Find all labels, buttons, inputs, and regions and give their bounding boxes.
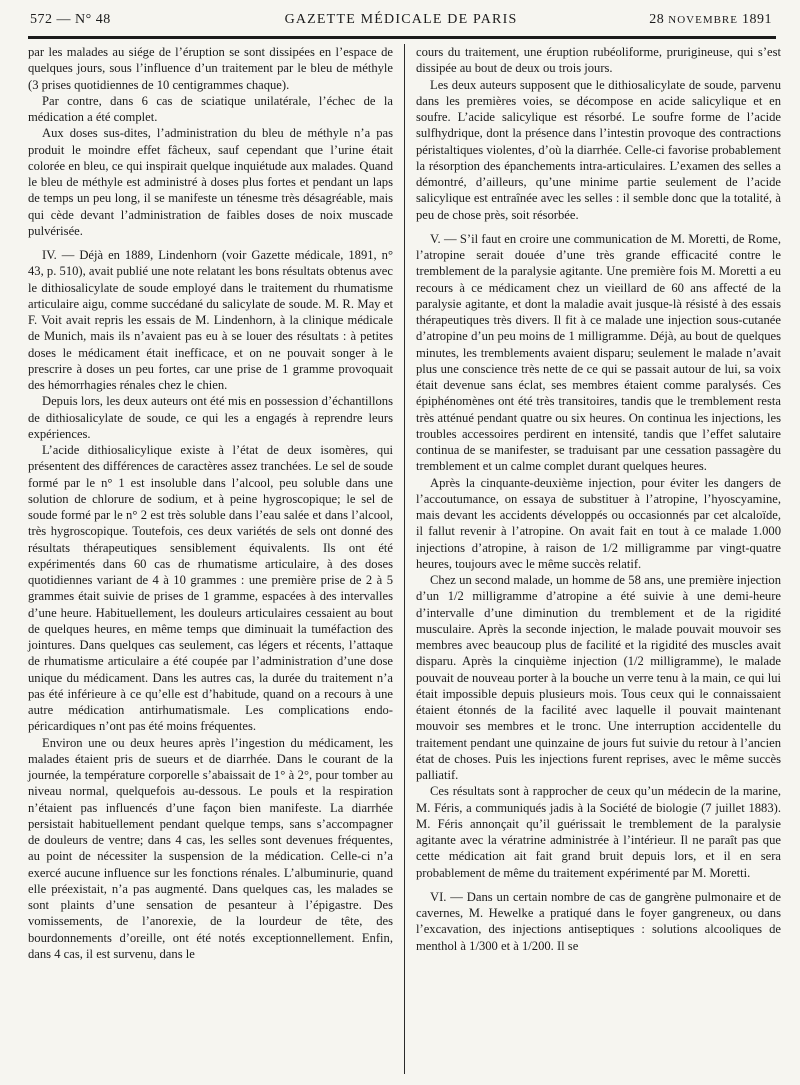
issue-number: — N° 48	[56, 12, 111, 27]
date-month: NOVEMBRE	[668, 14, 738, 26]
column-divider	[404, 44, 405, 1074]
date-day: 28	[649, 12, 665, 27]
date-year: 1891	[742, 12, 772, 27]
left-column	[28, 44, 393, 962]
issue-date	[649, 12, 772, 28]
paragraph: Après la cinquante-deuxième injection, pour éviter les dangers de l’accoutumance, on essaya de substituer à l’atropine, l’hyoscyamine, mais devant les accidents développés ou occasionnés par cet alcaloïde, il fallut revenir à l’atropine. On avait fait en tout à ce malade 1.000 injections d’atropine, à raison de 1/2 milligramme par vingt-quatre heures, toujours avec le même succès relatif.	[416, 475, 781, 571]
section-vi-paragraph: VI. — Dans un certain nombre de cas de gangrène pulmonaire et de cavernes, M. Hewelke a pratiqué dans le foyer gangreneux, ou dans l’excavation, des injections antiseptiques : solutions alcooliques de menthol à 1/300 et à 1/200. Il se	[416, 889, 781, 953]
right-column	[416, 44, 781, 954]
paragraph: Les deux auteurs supposent que le dithiosalicylate de soude, parvenu dans les premières voies, se décompose en acide salicylique et en soufre. L’acide salicylique est résorbé. Le soufre forme de l’acide sulfhydrique, dont la présence dans l’intestin provoque des contractions péristaltiques violentes, d’où la diarrhée. Celle-ci favorise probablement la résorption des épanchements intra-articulaires. L’examen des selles a démontré, d’ailleurs, qu’une minime partie seulement de l’acide salicylique est entraînée avec les selles : il semble donc que la totalité, à peu de chose près, soit résorbée.	[416, 77, 781, 222]
paragraph: Par contre, dans 6 cas de sciatique unilatérale, l’échec de la médication a été complet.	[28, 93, 393, 124]
page-number: 572	[30, 12, 53, 27]
paragraph: cours du traitement, une éruption rubéoliforme, prurigineuse, qui s’est dissipée au bout de deux ou trois jours.	[416, 45, 781, 76]
page-header	[30, 12, 772, 34]
journal-title: GAZETTE MÉDICALE DE PARIS	[284, 12, 518, 27]
paragraph: par les malades au siége de l’éruption se sont dissipées en l’espace de quelques jours, sous l’influence d’un traitement par le bleu de méthyle (3 prises quotidiennes de 10 centigrammes chaque).	[28, 45, 393, 92]
paragraph: Chez un second malade, un homme de 58 ans, une première injection d’un 1/2 milligramme d’atropine a été suivie à une demi-heure d’intervalle d’une diminution du tremblement et de la rigidité musculaire. Après la seconde injection, le malade pouvait mouvoir ses membres avec beaucoup plus de facilité et la rigidité des muscles avait disparu. Après la cinquième injection (1/2 milligramme), le malade pouvait de nouveau porter à la bouche un verre tenu à la main, ce qui lui était impossible depuis plusieurs mois. Tous ceux qui le connaissaient étaient étonnés de la facilité avec laquelle il pouvait maintenant mouvoir ses membres et le tronc. Une interruption accidentelle du traitement pendant une quinzaine de jours fut suivie du retour à l’ancien état de choses. Puis les injections furent reprises, avec le même succès palliatif.	[416, 573, 781, 782]
paragraph: Aux doses sus-dites, l’administration du bleu de méthyle n’a pas produit le moindre effet fâcheux, sauf cependant que l’urine était colorée en bleu, ce qui inspirait quelque inquiétude aux malades. Quand le bleu de méthyle est administré à doses plus fortes et pendant un laps de temps un peu long, il se manifeste un ténesme très désagréable, mais qui cède devant l’administration de faibles doses de noix muscade pulvérisée.	[28, 126, 393, 238]
paragraph: Depuis lors, les deux auteurs ont été mis en possession d’échantillons de dithiosalicylate de soude, ce qui les a engagés à reprendre leurs expériences.	[28, 394, 393, 441]
paragraph: Ces résultats sont à rapprocher de ceux qu’un médecin de la marine, M. Féris, a communiqués jadis à la Société de biologie (7 juillet 1883). M. Féris annonçait qu’il guérissait le tremblement de la paralysie agitante avec la vératrine administrée à l’intérieur. Il ne paraît pas que cette médication ait fait grand bruit depuis lors, et il en sera probablement de même du traitement expérimenté par M. Moretti.	[416, 784, 781, 880]
section-iv-paragraph: IV. — Déjà en 1889, Lindenhorn (voir Gazette médicale, 1891, n° 43, p. 510), avait publié une note relatant les bons résultats obtenus avec le dithiosalicylate de soude employé dans le traitement du rhumatisme articulaire aigu, comme succédané du salicylate de soude. M. R. May et F. Voit avait repris les essais de M. Lindenhorn, à la clinique médicale de Munich, mais ils n’avaient pas eu à se louer des résultats : à petites doses le médicament était inefficace, et on ne pouvait songer à le prescrire à doses un peu fortes, car une prise de 1 gramme provoquait des hémorrhagies rénales chez le chien.	[28, 248, 393, 392]
paragraph: L’acide dithiosalicylique existe à l’état de deux isomères, qui présentent des différences de caractères assez tranchées. Le sel de soude formé par le n° 1 est insoluble dans l’alcool, peu soluble dans une solution de chlorure de sodium, et à peine hygroscopique; le sel de soude formé par le n° 2 est très soluble dans l’eau salée et dans l’alcool, très hygroscopique. Toutefois, ces deux variétés de sels ont donné des résultats thérapeutiques sensiblement équivalents. Ils ont été expérimentés dans 60 cas de rhumatisme articulaire, à des doses quotidiennes variant de 4 à 10 grammes : une première prise de 2 à 5 grammes était suivie de prises de 1 gramme, espacées à des intervalles d’une heure. Habituellement, les douleurs articulaires cessaient au bout de quelques heures, en même temps que diminuait la tuméfaction des jointures. Dans quelques cas seulement, cas légers et récents, l’attaque de rhumatisme articulaire a été coupée par l’administration d’une dose unique du médicament. Dans les autres cas, la durée du traitement n’a pas été inférieure à ce qu’elle est d’habitude, quand on a recours à une autre médication antirhumatismale. Les complications endo-péricardiques n’ont pas été moins fréquentes.	[28, 443, 393, 734]
paragraph: Environ une ou deux heures après l’ingestion du médicament, les malades étaient pris de sueurs et de diarrhée. Dans le courant de la journée, la température corporelle s’abaissait de 1° à 2°, pour tomber au niveau normal, quelquefois au-dessous. Le pouls et la respiration n’étaient pas influencés d’une façon bien manifeste. La diarrhée persistait habituellement pendant quelque temps, sans s’accompagner de douleurs de ventre; dans 4 cas, les selles sont devenues fréquentes, au point de nécessiter la suspension de la médication. Celle-ci n’a exercé aucune influence sur les fonctions rénales. L’albuminurie, quand elle préexistait, n’a pas augmenté. Dans quelques cas, les malades se sont plaints d’une sensation de pesanteur à l’épigastre. Des vomissements, de l’anorexie, de la lourdeur de tête, des bourdonnements d’oreille, ont été notés exceptionnellement. Enfin, dans 4 cas, il est survenu, dans le	[28, 735, 393, 961]
header-rule	[28, 36, 776, 39]
section-v-paragraph: V. — S’il faut en croire une communication de M. Moretti, de Rome, l’atropine serait douée d’une très grande efficacité contre le tremblement de la paralysie agitante. Une première fois M. Moretti a eu recours à ce médicament chez un vieillard de 60 ans affecté de la paralysie agitante, et dont la maladie avait jusque-là résisté à des essais thérapeutiques très divers. Il fit à ce malade une injection sous-cutanée d’atropine d’un peu moins de 1 milligramme. Déjà, au bout de quelques minutes, les tremblements avaient disparu; seulement le malade n’avait plus une conscience très nette de ce qui se passait autour de lui, sa voix était devenue sans éclat, ses membres étaient comme paralysés. Ces épiphénomènes ont été très transitoires, tandis que le tremblement resta très atténué pendant quatre ou six heures. On continua les injections, les troubles accessoires perdirent en intensité, tandis que l’effet salutaire continua de se manifester, se traduisant par une cessation passagère du tremblement et un calme complet durant quelques heures.	[416, 231, 781, 474]
